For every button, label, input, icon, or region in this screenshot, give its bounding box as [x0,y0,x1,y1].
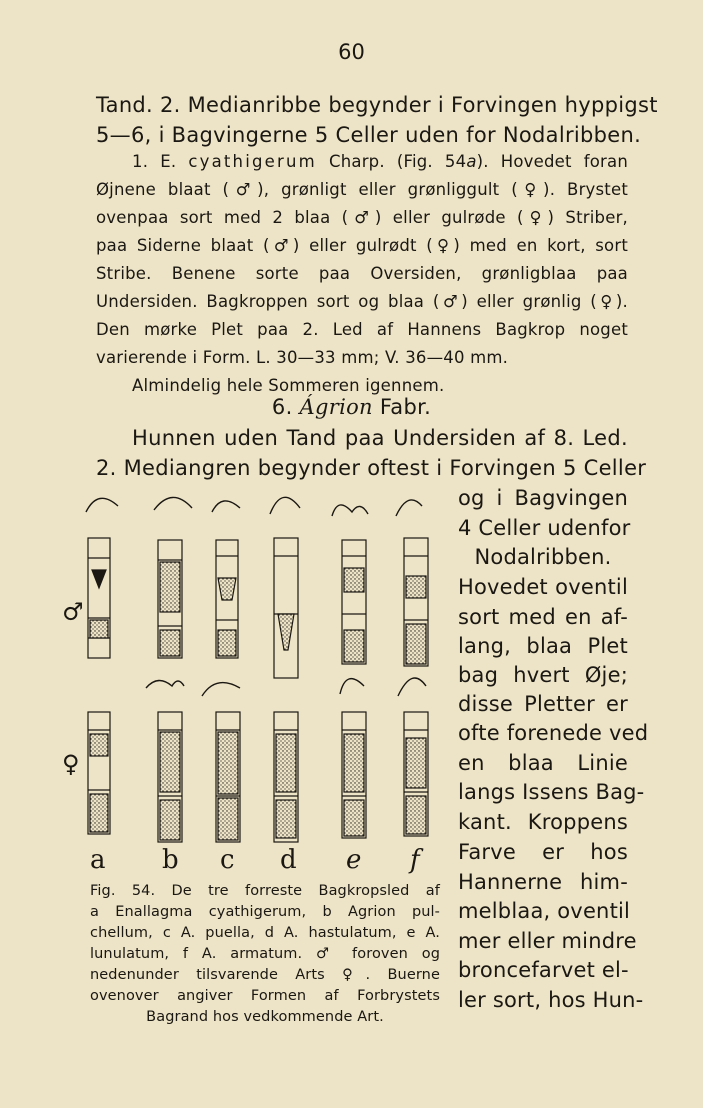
segment-female-f [404,712,428,836]
arc-male-d [270,497,300,514]
arc-male-a [86,498,118,512]
segment-female-c [216,712,240,842]
species-after-ref: ). Hovedet foran [476,152,628,171]
female-symbol: ♀ [62,750,80,778]
column-line: disse Pletter er [458,692,628,716]
species-line: Stribe. Benene sorte paa Oversiden, grønligblaa paa [96,264,628,283]
genus-heading [0,395,703,419]
figure-letter-d: d [280,845,297,875]
species-number: 1. E. [132,152,177,171]
segment-male-c [216,540,238,658]
species-line: Undersiden. Bagkroppen sort og blaa (♂) eller grønlig (♀). [96,292,628,311]
page-number: 60 [338,40,365,64]
figure-letter-b: b [162,845,179,875]
arc-male-b [154,497,192,510]
genus-number: 6. [271,395,293,419]
column-line: bag hvert Øje; [458,663,628,687]
column-line: Nodalribben. [474,545,612,569]
column-line: 4 Celler udenfor [458,516,631,540]
column-line: Farve er hos [458,840,628,864]
species-line: Den mørke Plet paa 2. Led af Hannens Bagkrop noget [96,320,628,339]
caption-line: Fig. 54. De tre forreste Bagkropsled af [90,883,440,899]
female-segments [88,712,428,842]
arc-male-f [396,500,422,516]
caption-line: Bagrand hos vedkommende Art. [146,1009,384,1025]
male-symbol: ♂ [62,598,84,626]
figure-54-drawing [62,490,452,875]
segment-male-f [404,538,428,666]
figure-reference: a [466,152,477,171]
segment-male-b [158,540,182,658]
column-line: broncefarvet el- [458,958,629,982]
figure-letter-c: c [220,845,235,875]
figure-54 [62,490,452,875]
species-line: Almindelig hele Sommeren igennem. [132,376,445,395]
segment-female-b [158,712,182,842]
column-line: Hannerne him- [458,870,628,894]
female-prothorax-arcs [146,678,426,696]
column-line: sort med en af- [458,605,628,629]
column-line: langs Issens Bag- [458,780,645,804]
segment-female-d [274,712,298,842]
figure-letter-e: e [346,845,362,875]
species-name: cyathigerum [188,152,317,171]
column-line: ler sort, hos Hun- [458,988,644,1012]
genus-desc-line-1: Hunnen uden Tand paa Undersiden af 8. Led. [132,426,628,450]
figure-letter-f: f [410,845,420,875]
caption-line: nedenunder tilsvarende Arts ♀. Buerne [90,967,440,983]
male-prothorax-arcs [86,497,422,516]
column-line: mer eller mindre [458,929,637,953]
species-line: paa Siderne blaat (♂) eller gulrødt (♀) med en kort, sort [96,236,628,255]
column-line: ofte forenede ved [458,721,649,745]
column-line: en blaa Linie [458,751,628,775]
arc-female-b [146,680,184,688]
arc-female-e [340,679,364,694]
segment-female-a [88,712,110,834]
key-line-1: Tand. 2. Medianribbe begynder i Forvingen hyppigst [96,93,658,117]
caption-line: lunulatum, f A. armatum. ♂ foroven og [90,946,440,962]
arc-male-e [332,505,368,516]
column-line: Hovedet oventil [458,575,628,599]
arc-female-f [398,678,426,696]
male-segments [88,538,428,678]
segment-male-e [342,540,366,664]
arc-male-c [212,501,240,512]
genus-name: Ágrion [299,395,373,419]
species-heading [132,152,628,171]
caption-line: chellum, c A. puella, d A. hastulatum, e A. [90,925,440,941]
arc-female-c [202,683,240,696]
species-author: Charp. (Fig. 54 [329,152,467,171]
caption-line: ovenover angiver Formen af Forbrystets [90,988,440,1004]
genus-desc-line-2: 2. Mediangren begynder oftest i Forvingen 5 Celler [96,456,647,480]
figure-letter-a: a [90,845,106,875]
segment-male-d [274,538,298,678]
column-line: melblaa, oventil [458,899,631,923]
key-line-2: 5—6, i Bagvingerne 5 Celler uden for Nodalribben. [96,123,642,147]
genus-author: Fabr. [379,395,432,419]
species-line: ovenpaa sort med 2 blaa (♂) eller gulrøde (♀) Striber, [96,208,628,227]
column-line: lang, blaa Plet [458,634,628,658]
species-line: Øjnene blaat (♂), grønligt eller grønliggult (♀). Brystet [96,180,628,199]
species-line: varierende i Form. L. 30—33 mm; V. 36—40 mm. [96,348,509,367]
column-line: kant. Kroppens [458,810,628,834]
caption-line: a Enallagma cyathigerum, b Agrion pul- [90,904,440,920]
segment-female-e [342,712,366,838]
segment-male-a [88,538,110,658]
column-line: og i Bagvingen [458,486,628,510]
